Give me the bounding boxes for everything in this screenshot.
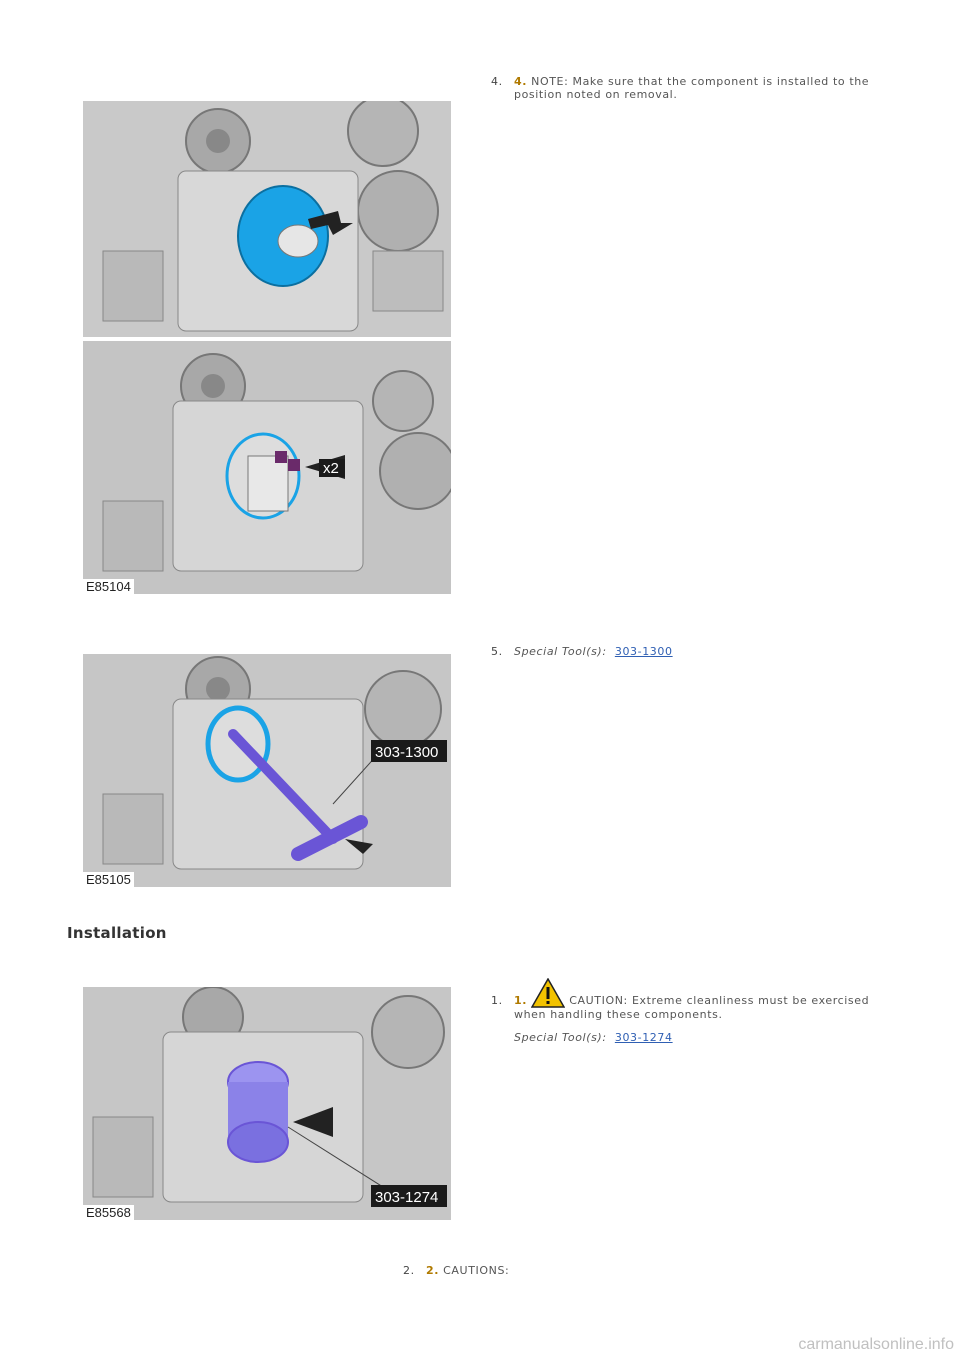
- install-step-1: [491, 994, 894, 1044]
- figure-label: E85568: [83, 1205, 134, 1220]
- cautions-text: CAUTIONS:: [439, 1264, 510, 1277]
- step-number: 1.: [491, 994, 503, 1007]
- step-bold-number: 4.: [514, 75, 528, 88]
- tool-link-303-1274[interactable]: 303-1274: [614, 1031, 673, 1044]
- section-heading-installation: Installation: [67, 924, 167, 942]
- caution-text: CAUTION: Extreme cleanliness must be exercised when handling these components.: [514, 994, 870, 1021]
- special-tools-label: Special Tool(s):: [514, 645, 607, 658]
- install-step-2: [403, 1264, 726, 1277]
- tool-tag-303-1274: 303-1274: [375, 1189, 439, 1206]
- watermark: carmanualsonline.info: [798, 1336, 954, 1353]
- step-bold-number: 1.: [514, 994, 528, 1007]
- figure-e85105: [83, 654, 451, 887]
- engine-illustration: [83, 987, 451, 1220]
- step-number: 4.: [491, 75, 503, 88]
- engine-illustration: [83, 101, 451, 594]
- warning-triangle-icon: [531, 978, 565, 1008]
- tool-link-303-1300[interactable]: 303-1300: [614, 645, 673, 658]
- figure-e85104: [83, 101, 451, 594]
- figure-e85568: [83, 987, 451, 1220]
- note-text: NOTE: Make sure that the component is installed to the position noted on removal.: [514, 75, 870, 101]
- step-4: [491, 75, 894, 101]
- tool-tag-303-1300: 303-1300: [375, 744, 439, 761]
- x2-tag: x2: [323, 460, 339, 477]
- step-bold-number: 2.: [426, 1264, 440, 1277]
- special-tools-label: Special Tool(s):: [514, 1031, 607, 1044]
- figure-label: E85104: [83, 579, 134, 594]
- step-5: [491, 645, 894, 658]
- engine-illustration: [83, 654, 451, 887]
- step-number: 5.: [491, 645, 503, 658]
- figure-label: E85105: [83, 872, 134, 887]
- step-number: 2.: [403, 1264, 415, 1277]
